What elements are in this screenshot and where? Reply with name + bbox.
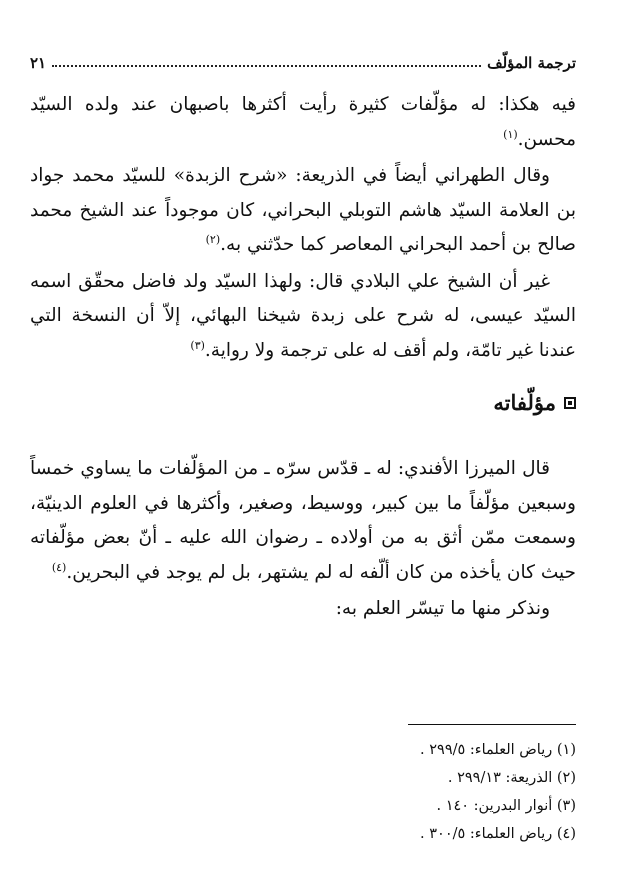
section-text-block — [30, 452, 576, 629]
paragraph-text: ونذكر منها ما تيسّر العلم به: — [335, 598, 550, 619]
paragraph — [30, 592, 576, 627]
section-heading — [493, 390, 576, 415]
footnote-item: (١) رياض العلماء: ٢٩٩/٥ . — [420, 742, 576, 758]
square-bullet-icon — [564, 397, 576, 409]
header-dot-leader — [52, 65, 481, 67]
footnote-ref: (٤) — [51, 560, 67, 574]
main-text-block — [30, 88, 576, 370]
running-header — [30, 44, 576, 72]
paragraph — [30, 88, 576, 157]
footnote-separator — [408, 724, 576, 725]
paragraph — [30, 265, 576, 369]
paragraph-text: وقال الطهراني أيضاً في الذريعة: «شرح الزبدة» للسيّد محمد جواد بن العلامة السيّد هاشم التوبلي البحراني، كان موجوداً عند الشيخ محمد صالح بن أحمد البحراني المعاصر كما حدّثني به. — [30, 165, 576, 255]
footnote-ref: (٣) — [190, 338, 205, 352]
footnotes — [30, 736, 576, 848]
paragraph-text: فيه هكذا: له مؤلّفات كثيرة رأيت أكثرها باصبهان عند ولده السيّد محسن. — [30, 94, 576, 150]
footnote-item: (٣) أنوار البدرين: ١٤٠ . — [436, 798, 576, 814]
book-page — [30, 0, 576, 889]
page-number: ٢١ — [30, 54, 47, 72]
paragraph-text: غير أن الشيخ علي البلادي قال: ولهذا السيّد ولد فاضل محقّق اسمه السيّد عيسى، له شرح على زبدة شيخنا البهائي، إلاّ أن النسخة التي عندنا غير تامّة، ولم أقف له على ترجمة ولا رواية. — [30, 270, 576, 361]
section-heading-text: مؤلّفاته — [493, 390, 556, 415]
footnote-item: (٢) الذريعة: ٢٩٩/١٣ . — [447, 770, 576, 786]
footnote-item: (٤) رياض العلماء: ٣٠٠/٥ . — [420, 826, 576, 842]
running-header-title: ترجمة المؤلّف — [487, 54, 576, 72]
paragraph — [30, 452, 576, 590]
paragraph-text: قال الميرزا الأفندي: له ـ قدّس سرّه ـ من المؤلّفات ما يساوي خمساً وسبعين مؤلّفاً ما بين كبير، ووسيط، وصغير، وأكثرها في العلوم الدينيّة، وسمعت ممّن أثق به من أولاده ـ رضوان الله عليه ـ أنّ بعض مؤلّفاته حيث كان يأخذه من كان ألّفه له لم يشتهر، بل لم يوجد في البحرين. — [30, 458, 576, 583]
paragraph — [30, 159, 576, 263]
footnote-ref: (١) — [503, 127, 518, 141]
footnote-ref: (٢) — [205, 232, 221, 246]
